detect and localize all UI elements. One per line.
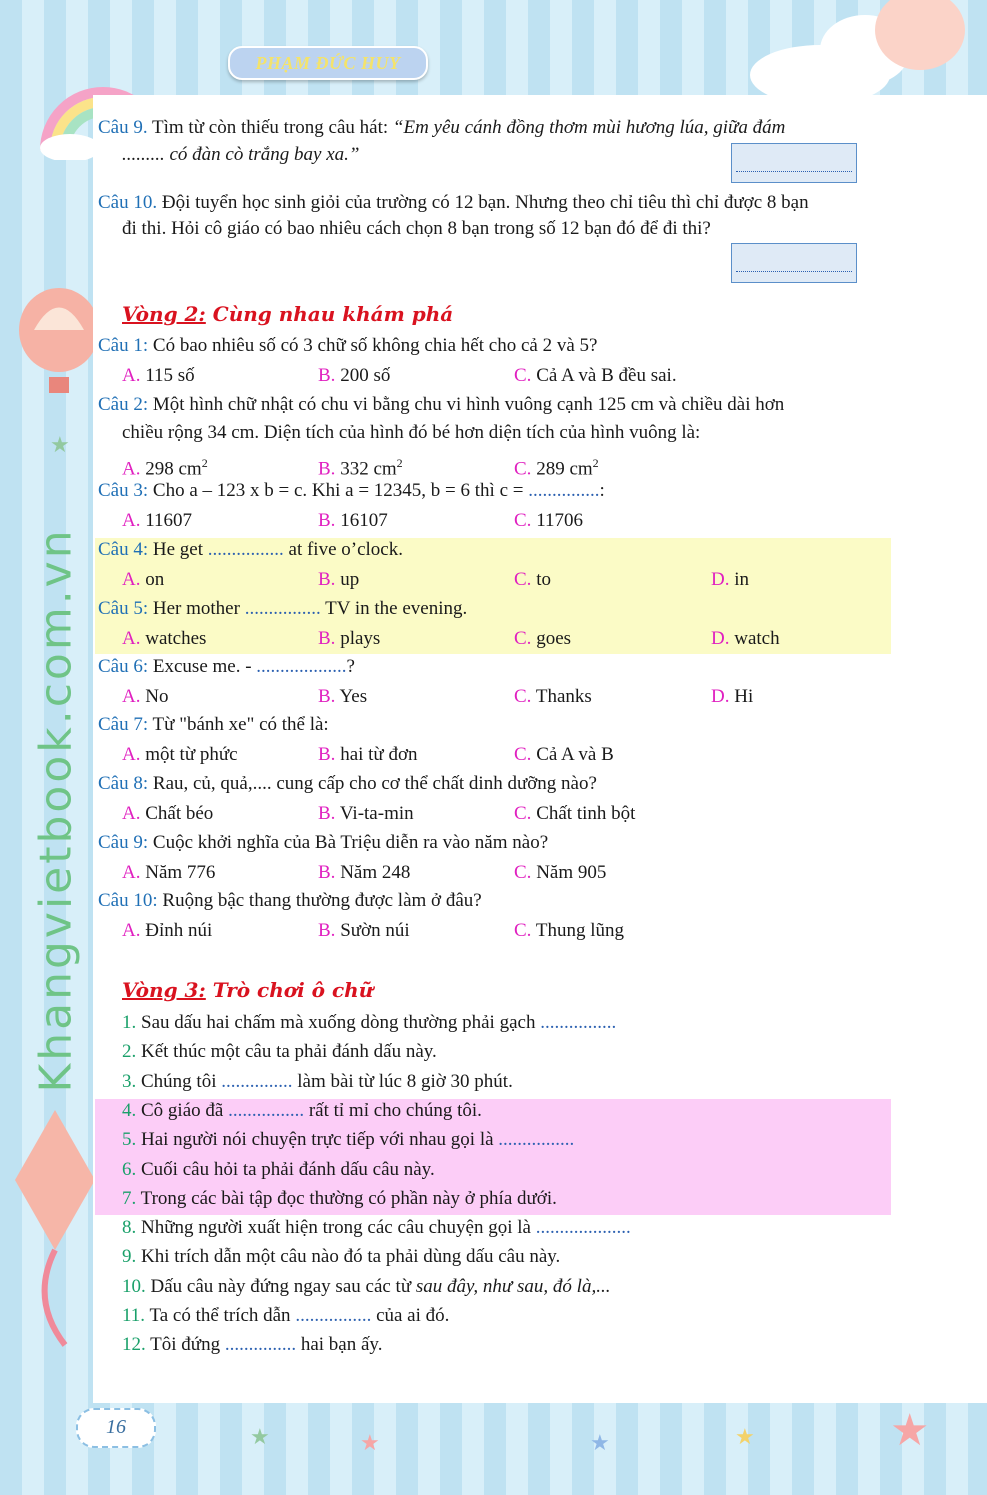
watermark-text: Khangvietbook.com.vn (30, 527, 82, 1093)
crossword-clue-11 (122, 1304, 449, 1328)
option-letter: C. (514, 862, 532, 883)
question-text: Một hình chữ nhật có chu vi bằng chu vi hình vuông cạnh 125 cm và chiều dài hơn (148, 394, 785, 415)
option-text: 289 cm (531, 458, 593, 480)
clue-text-after: rất tỉ mỉ cho chúng tôi. (304, 1099, 482, 1121)
option-text: Chất béo (140, 803, 214, 824)
answer-option[interactable] (318, 627, 380, 651)
option-text: 16107 (335, 510, 388, 531)
blank-dots[interactable]: ................ (207, 539, 284, 560)
question-label: Câu 10: (98, 890, 158, 911)
option-text: 11607 (140, 510, 193, 531)
answer-box[interactable] (731, 143, 857, 183)
kite-illustration (10, 1100, 100, 1350)
option-text: Cả A và B (531, 744, 614, 765)
option-letter: A. (122, 628, 141, 649)
answer-option[interactable] (122, 509, 192, 533)
answer-option[interactable] (122, 568, 164, 592)
author-banner: PHẠM ĐỨC HUY (228, 46, 428, 80)
answer-option[interactable] (122, 802, 213, 826)
clue-text: Hai người nói chuyện trực tiếp với nhau gọi là (136, 1129, 499, 1151)
option-letter: A. (122, 510, 141, 531)
option-letter: B. (318, 920, 336, 941)
question-text-after: ? (346, 656, 355, 677)
option-letter: C. (514, 744, 532, 765)
answer-option[interactable] (514, 743, 614, 767)
question-label: Câu 7: (98, 714, 149, 735)
question-text-after: TV in the evening. (320, 598, 468, 619)
answer-option[interactable] (122, 861, 215, 885)
crossword-clue-1 (122, 1011, 616, 1035)
blank-dots[interactable]: ................... (256, 656, 347, 677)
option-text: Thung lũng (531, 920, 624, 941)
option-text: Năm 248 (335, 862, 411, 883)
round-3-title: Vòng 3: Trò chơi ô chữ (122, 978, 374, 1002)
answer-option[interactable] (514, 861, 606, 885)
option-letter: B. (318, 569, 336, 590)
question-text: Rau, củ, quả,.... cung cấp cho cơ thể chất dinh dưỡng nào? (148, 773, 597, 794)
clue-number: 1. (122, 1012, 137, 1033)
cloud-balloon-illustration (740, 0, 987, 95)
option-text: No (140, 686, 169, 707)
crossword-clue-12 (122, 1333, 382, 1357)
option-text: 332 cm (335, 458, 397, 480)
answer-option[interactable] (122, 627, 206, 651)
blank-dots[interactable]: ................ (295, 1305, 372, 1326)
question-text-after: at five o’clock. (283, 539, 403, 560)
option-letter: B. (318, 803, 336, 824)
answer-option[interactable] (514, 451, 599, 481)
question-label: Câu 2: (98, 394, 149, 415)
clue-text: Cô giáo đã (136, 1099, 229, 1121)
clue-text: Khi trích dẫn một câu nào đó ta phải dùng dấu câu này. (136, 1246, 561, 1268)
crossword-clue-8 (122, 1216, 631, 1240)
clue-text: Trong các bài tập đọc thường có phần này ở phía dưới. (136, 1187, 557, 1209)
clue-number: 8. (122, 1217, 137, 1239)
superscript: 2 (396, 456, 403, 470)
answer-option[interactable] (318, 861, 410, 885)
page-number: 16 (76, 1408, 156, 1448)
question-9-line: Câu 9. Tìm từ còn thiếu trong câu hát: “Em yêu cánh đồng thơm mùi hương lúa, giữa đám (98, 117, 786, 138)
option-letter: A. (122, 365, 141, 386)
answer-option[interactable] (514, 802, 635, 826)
blank-dots[interactable]: ................ (498, 1129, 575, 1151)
round-2-question-4 (98, 538, 403, 562)
option-text: Cả A và B đều sai. (531, 365, 677, 386)
option-text: up (335, 569, 360, 590)
option-letter: C. (514, 510, 532, 531)
question-text: Có bao nhiêu số có 3 chữ số không chia hết cho cả 2 và 5? (148, 335, 598, 356)
option-text: Hi (729, 686, 754, 707)
question-label: Câu 1: (98, 335, 149, 356)
clue-number: 6. (122, 1158, 137, 1180)
question-label: Câu 8: (98, 773, 149, 794)
crossword-clue-9 (122, 1245, 560, 1269)
option-text: goes (531, 628, 572, 649)
option-text: Thanks (531, 686, 592, 707)
option-text: on (140, 569, 165, 590)
answer-option[interactable] (318, 509, 388, 533)
option-text: plays (335, 628, 381, 649)
star-icon: ★ (735, 1424, 755, 1449)
clue-number: 7. (122, 1187, 137, 1209)
question-10-line-2: đi thi. Hỏi cô giáo có bao nhiêu cách chọn 8 bạn trong số 12 bạn đó để đi thi? (122, 218, 711, 239)
question-text: He get (148, 539, 208, 560)
clue-number: 10. (122, 1275, 146, 1297)
answer-option[interactable] (122, 919, 212, 943)
option-letter: A. (122, 686, 141, 707)
answer-box[interactable] (731, 243, 857, 283)
option-text: một từ phức (140, 744, 238, 765)
answer-option[interactable] (318, 568, 359, 592)
crossword-clue-2 (122, 1040, 437, 1064)
option-text: Vi-ta-min (335, 803, 414, 824)
option-text: in (729, 569, 750, 590)
option-letter: A. (122, 458, 141, 480)
clue-text: Chúng tôi (136, 1070, 222, 1092)
clue-text-after: hai bạn ấy. (296, 1334, 383, 1356)
blank-dots[interactable]: ............... (528, 480, 600, 501)
round-2-question-7 (98, 713, 329, 737)
option-letter: B. (318, 862, 336, 883)
option-text: Năm 905 (531, 862, 607, 883)
answer-option[interactable] (122, 685, 168, 709)
option-letter: C. (514, 569, 532, 590)
round-2-question-2 (98, 393, 784, 417)
round-2-question-9 (98, 831, 548, 855)
crossword-clue-6 (122, 1158, 435, 1182)
superscript: 2 (201, 456, 208, 470)
option-text: Sườn núi (335, 920, 410, 941)
option-letter: C. (514, 803, 532, 824)
question-label: Câu 5: (98, 598, 149, 619)
round-2-question-5 (98, 597, 467, 621)
star-icon: ★ (250, 1424, 270, 1449)
option-text: to (531, 569, 551, 590)
question-text-line-2: chiều rộng 34 cm. Diện tích của hình đó bé hơn diện tích của hình vuông là: (122, 422, 701, 443)
answer-option[interactable] (318, 919, 410, 943)
answer-option[interactable] (514, 568, 551, 592)
option-letter: B. (318, 458, 336, 480)
option-letter: D. (711, 628, 730, 649)
answer-option[interactable] (514, 685, 592, 709)
clue-number: 9. (122, 1246, 137, 1268)
clue-text: Cuối câu hỏi ta phải đánh dấu câu này. (136, 1158, 435, 1180)
answer-option[interactable] (514, 364, 677, 388)
blank-dots[interactable]: .................... (535, 1217, 631, 1239)
clue-number: 5. (122, 1129, 137, 1151)
option-letter: B. (318, 510, 336, 531)
option-letter: B. (318, 686, 336, 707)
question-label: Câu 6: (98, 656, 149, 677)
question-text: Her mother (148, 598, 245, 619)
answer-option[interactable] (122, 743, 238, 767)
superscript: 2 (592, 456, 599, 470)
option-text: watches (140, 628, 207, 649)
option-letter: C. (514, 920, 532, 941)
answer-option[interactable] (514, 627, 571, 651)
blank-dots[interactable]: ................ (244, 598, 321, 619)
clue-number: 3. (122, 1070, 137, 1092)
blank-dots[interactable]: ................ (540, 1012, 617, 1033)
star-icon: ★ (360, 1430, 380, 1455)
clue-text-after: của ai đó. (371, 1305, 450, 1326)
option-text: hai từ đơn (335, 744, 418, 765)
clue-number: 11. (122, 1305, 146, 1326)
star-icon: ★ (890, 1406, 930, 1455)
crossword-clue-5 (122, 1128, 574, 1152)
answer-option[interactable] (318, 451, 403, 481)
option-letter: C. (514, 686, 532, 707)
question-label: Câu 4: (98, 539, 149, 560)
question-label: Câu 9: (98, 832, 149, 853)
answer-option[interactable] (122, 364, 195, 388)
clue-number: 4. (122, 1099, 137, 1121)
option-letter: A. (122, 862, 141, 883)
answer-option[interactable] (514, 919, 624, 943)
answer-option[interactable] (318, 743, 418, 767)
round-2-question-3 (98, 479, 605, 503)
blank-dots[interactable]: ............... (221, 1070, 293, 1092)
clue-text: Tôi đứng (145, 1334, 225, 1356)
option-letter: D. (711, 686, 730, 707)
clue-text-after: làm bài từ lúc 8 giờ 30 phút. (292, 1070, 513, 1092)
round-2-question-8 (98, 772, 597, 796)
clue-number: 2. (122, 1041, 137, 1063)
question-text-after: : (599, 480, 605, 501)
option-letter: B. (318, 365, 336, 386)
clue-text: Sau dấu hai chấm mà xuống dòng thường phải gạch (136, 1012, 541, 1033)
clue-text: Những người xuất hiện trong các câu chuyện gọi là (136, 1217, 536, 1239)
answer-option[interactable] (711, 685, 753, 709)
clue-text: Ta có thể trích dẫn (145, 1305, 296, 1326)
option-letter: B. (318, 628, 336, 649)
clue-text: Kết thúc một câu ta phải đánh dấu này. (136, 1041, 437, 1063)
question-text: Ruộng bậc thang thường được làm ở đâu? (157, 890, 482, 911)
blank-dots[interactable]: ................ (228, 1099, 305, 1121)
option-text: Chất tinh bột (531, 803, 636, 824)
crossword-clue-10 (122, 1275, 610, 1299)
option-letter: C. (514, 458, 532, 480)
clue-text: Dấu câu này đứng ngay sau các từ (145, 1275, 416, 1297)
answer-option[interactable] (711, 568, 749, 592)
round-2-question-10 (98, 889, 482, 913)
round-2-question-1 (98, 334, 597, 358)
answer-option[interactable] (318, 364, 390, 388)
question-text: Excuse me. - (148, 656, 257, 677)
answer-option[interactable] (514, 509, 583, 533)
answer-option[interactable] (711, 627, 780, 651)
option-text: 200 số (335, 365, 391, 386)
option-letter: A. (122, 744, 141, 765)
option-letter: B. (318, 744, 336, 765)
question-10-line: Câu 10. Đội tuyển học sinh giỏi của trường có 12 bạn. Nhưng theo chỉ tiêu thì chỉ được 8 bạn (98, 192, 809, 213)
star-icon: ★ (590, 1430, 610, 1455)
option-letter: C. (514, 628, 532, 649)
option-letter: D. (711, 569, 730, 590)
answer-option[interactable] (318, 685, 367, 709)
crossword-clue-7 (122, 1187, 557, 1211)
option-text: Yes (335, 686, 368, 707)
crossword-clue-4 (122, 1099, 482, 1123)
option-text: 115 số (140, 365, 195, 386)
option-letter: A. (122, 803, 141, 824)
question-text: Cuộc khởi nghĩa của Bà Triệu diễn ra vào năm nào? (148, 832, 549, 853)
hot-air-balloon-illustration (14, 285, 104, 405)
star-icon: ★ (50, 432, 70, 457)
round-2-question-6 (98, 655, 355, 679)
clue-italic-text: sau đây, như sau, đó là,... (415, 1275, 611, 1297)
option-text: 11706 (531, 510, 583, 531)
question-text: Từ "bánh xe" có thể là: (148, 714, 329, 735)
blank-dots[interactable]: ............... (224, 1334, 297, 1356)
answer-option[interactable] (318, 802, 414, 826)
option-text: watch (729, 628, 780, 649)
option-text: 298 cm (140, 458, 202, 480)
round-2-title: Vòng 2: Cùng nhau khám phá (122, 302, 454, 326)
option-letter: A. (122, 920, 141, 941)
crossword-clue-3 (122, 1070, 513, 1094)
option-letter: A. (122, 569, 141, 590)
option-text: Năm 776 (140, 862, 216, 883)
answer-option[interactable] (122, 451, 208, 481)
option-text: Đỉnh núi (140, 920, 213, 941)
question-label: Câu 3: (98, 480, 149, 501)
question-9-line-2: ......... có đàn cò trắng bay xa.” (122, 144, 360, 165)
option-letter: C. (514, 365, 532, 386)
clue-number: 12. (122, 1334, 146, 1356)
question-text: Cho a – 123 x b = c. Khi a = 12345, b = 6 thì c = (148, 480, 529, 501)
